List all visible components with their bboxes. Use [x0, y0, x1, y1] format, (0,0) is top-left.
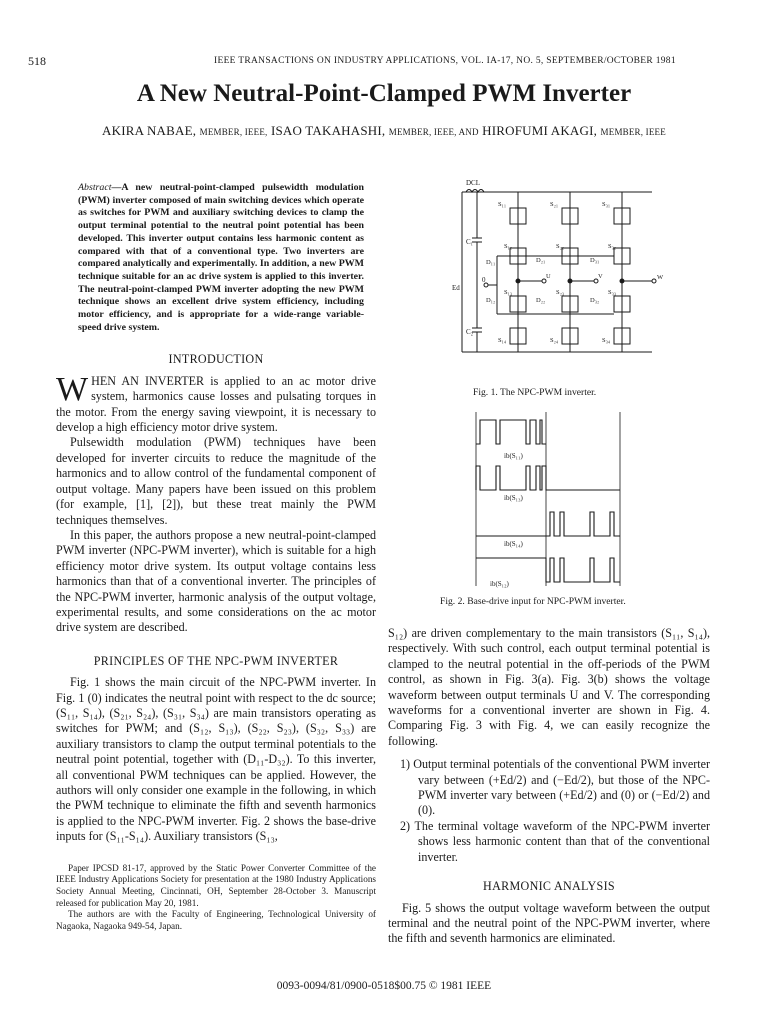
- label-s22: S₂₂: [556, 243, 565, 250]
- label-v: V: [598, 273, 603, 280]
- right-paragraph-2: Fig. 5 shows the output voltage waveform between the output terminal and the neutral point of the NPC-PWM inverter, where the fifth and seventh harmonics are eliminated.: [388, 900, 710, 946]
- author-3-membership: MEMBER, IEEE: [600, 127, 666, 137]
- principles-paragraph-1: Fig. 1 shows the main circuit of the NPC-PWM inverter. In Fig. 1 (0) indicates the neutral point with respect to the dc source; (S₁₁, S₁₄), (S₂₁, S₂₄), (S₃₁, S₃₄) are main transistors operating as switches for PWM; and (S₁₂, S₁₃), (S₂₂, S₂₃), (S₃₂, S₃₃) are auxiliary transistors to clamp the output terminal potentials to the neutral point potential, together with (D₁₁-D₃₂). To this inverter, all conventional PWM techniques can be applied. However, the authors will only consider one example in the following, in which the PWM technique to eliminate the fifth and seventh harmonics is applied to the NPC-PWM inverter. Fig. 2 shows the base-drive inputs for (S₁₁-S₁₄). Auxiliary transistors (S₁₃,: [56, 675, 376, 844]
- label-ib-s11: ib(S₁₁): [504, 452, 523, 460]
- capacitor-bank: [472, 192, 482, 352]
- principles-heading: PRINCIPLES OF THE NPC-PWM INVERTER: [93, 653, 339, 668]
- label-s33: S₃₃: [608, 289, 617, 296]
- waveform-ib-s14: [476, 512, 620, 536]
- footnote-paragraph-1: Paper IPCSD 81-17, approved by the Static Power Converter Committee of the IEEE Industry Applications Society for presentation at the 1980 Industry Applications Society Annual Meeting, Cincinnati, OH, September 28-October 3. Manuscript released for publication May 20, 1981.: [56, 862, 376, 908]
- intro-paragraph-3: In this paper, the authors propose a new neutral-point-clamped PWM inverter (NPC-PWM inverter), which is suitable for a high efficiency motor drive system. Its output voltage contains less harmonics than that of a conventional inverter. The principles of the NPC-PWM inverter, harmonic analysis of the output voltage, experimental results, and some considerations on the ac motor drive system are described.: [56, 527, 376, 635]
- label-d12: D₁₂: [486, 297, 496, 304]
- harmonic-analysis-heading: HARMONIC ANALYSIS: [483, 879, 615, 894]
- list-item-2: 2) The terminal voltage waveform of the NPC-PWM inverter shows less harmonic content than that of the conventional inverter.: [400, 818, 710, 864]
- drop-cap: W: [56, 370, 89, 408]
- left-column: [56, 182, 376, 933]
- label-s24: S₂₄: [550, 337, 559, 344]
- abstract-label: Abstract: [78, 182, 112, 193]
- footnote: [56, 863, 376, 933]
- label-s11: S₁₁: [498, 201, 507, 208]
- label-d32: D₃₂: [590, 297, 600, 304]
- abstract: [78, 182, 364, 334]
- author-3: HIROFUMI AKAGI,: [482, 123, 598, 138]
- right-paragraph-1: S₁₂) are driven complementary to the main transistors (S₁₁, S₁₄), respectively. With such control, each output terminal potential is clamped to the neutral potential in the off-periods of the PWM control, as shown in Fig. 3(a). Fig. 3(b) shows the voltage waveform between output terminals U and V. The corresponding waveforms for a conventional inverter are shown in Fig. 4. Comparing Fig. 3 with Fig. 4, we can easily recognize the following.: [388, 626, 710, 748]
- label-d11: D₁₁: [486, 259, 496, 266]
- label-d22: D₂₂: [536, 297, 546, 304]
- copyright-line: 0093-0094/81/0900-0518$00.75 © 1981 IEEE: [276, 980, 492, 992]
- intro-paragraph-1: [56, 370, 376, 436]
- list-item-1: 1) Output terminal potentials of the conventional PWM inverter vary between (+Ed/2) and (−Ed/2), but those of the NPC-PWM inverter vary between (+Ed/2) and (0) or (−Ed/2) and (0).: [400, 757, 710, 818]
- author-1: AKIRA NABAE,: [102, 123, 197, 138]
- label-s23: S₂₃: [556, 289, 565, 296]
- fig2-waveforms: [470, 408, 630, 590]
- journal-header: IEEE TRANSACTIONS ON INDUSTRY APPLICATIONS, VOL. IA-17, NO. 5, SEPTEMBER/OCTOBER 1981: [214, 56, 676, 66]
- intro-paragraph-1-text: HEN AN INVERTER is applied to an ac motor drive system, harmonics cause losses and pulsating torques in the motor. From the energy saving viewpoint, it is necessary to develop a high efficiency motor drive system.: [56, 373, 376, 435]
- label-ib-s12: ib(S₁₂): [490, 580, 509, 588]
- label-s14: S₁₄: [498, 337, 507, 344]
- label-s13: S₁₃: [504, 289, 513, 296]
- label-s21: S₂₁: [550, 201, 559, 208]
- page-number: 518: [28, 54, 46, 68]
- waveform-ib-s12: [476, 558, 620, 582]
- label-ib-s14: ib(S₁₄): [504, 540, 523, 548]
- label-d31: D₃₁: [590, 257, 600, 264]
- fig2-caption: Fig. 2. Base-drive input for NPC-PWM inverter.: [440, 596, 626, 607]
- label-ib-s13: ib(S₁₃): [504, 494, 523, 502]
- fig1-caption: Fig. 1. The NPC-PWM inverter.: [473, 387, 597, 398]
- right-column: [388, 626, 710, 947]
- label-dcl: DCL: [466, 179, 480, 187]
- label-u: U: [546, 273, 551, 280]
- terminal-w: [652, 279, 656, 283]
- author-2: ISAO TAKAHASHI,: [270, 123, 386, 138]
- time-markers: [476, 412, 620, 586]
- label-s32: S₃₂: [608, 243, 617, 250]
- author-1-membership: MEMBER, IEEE,: [199, 127, 268, 137]
- inverter-leg-1: [497, 192, 526, 352]
- introduction-heading: INTRODUCTION: [168, 352, 264, 367]
- waveform-ib-s13: [476, 466, 620, 490]
- author-2-membership: MEMBER, IEEE, AND: [388, 127, 479, 137]
- waveform-ib-s11: [476, 420, 546, 444]
- label-neutral: 0: [482, 276, 486, 284]
- label-d21: D₂₁: [536, 257, 546, 264]
- intro-paragraph-2: Pulsewidth modulation (PWM) techniques have been developed for inverter circuits to reduce the magnitude of the harmonics and to allow control of the fundamental component of output voltage. Many papers have been issued on this problem (for example, [1], [2]), but these treat mainly the PWM techniques themselves.: [56, 435, 376, 527]
- inverter-leg-2: [497, 192, 578, 352]
- fig1-circuit-diagram: [452, 178, 668, 380]
- abstract-text: —A new neutral-point-clamped pulsewidth modulation (PWM) inverter composed of main switching devices which operate as switches for PWM and auxiliary switching devices to clamp the output terminal potential to the neutral point potential has been developed. This inverter output contains less harmonic content as compared with that of a conventional type. Two inverters are compared analytically and experimentally. In addition, a new PWM technique suitable for an ac drive system is applied to this inverter. The neutral-point-clamped PWM inverter adopting the new PWM technique shows an excellent drive system efficiency, including motor efficiency, and is appropriate for a wide-range variable-speed drive system.: [78, 182, 364, 333]
- footnote-paragraph-2: The authors are with the Faculty of Engineering, Technological University of Nagaoka, Nagaoka 949-54, Japan.: [56, 909, 376, 932]
- label-s31: S₃₁: [602, 201, 611, 208]
- label-s12: S₁₂: [504, 243, 513, 250]
- label-w: W: [657, 274, 664, 281]
- label-ed: Ed: [452, 284, 460, 292]
- label-c2: C₂: [466, 328, 474, 336]
- paper-title: A New Neutral-Point-Clamped PWM Inverter: [136, 80, 632, 107]
- author-line: [0, 123, 768, 139]
- label-c1: C₁: [466, 238, 474, 246]
- label-s34: S₃₄: [602, 337, 611, 344]
